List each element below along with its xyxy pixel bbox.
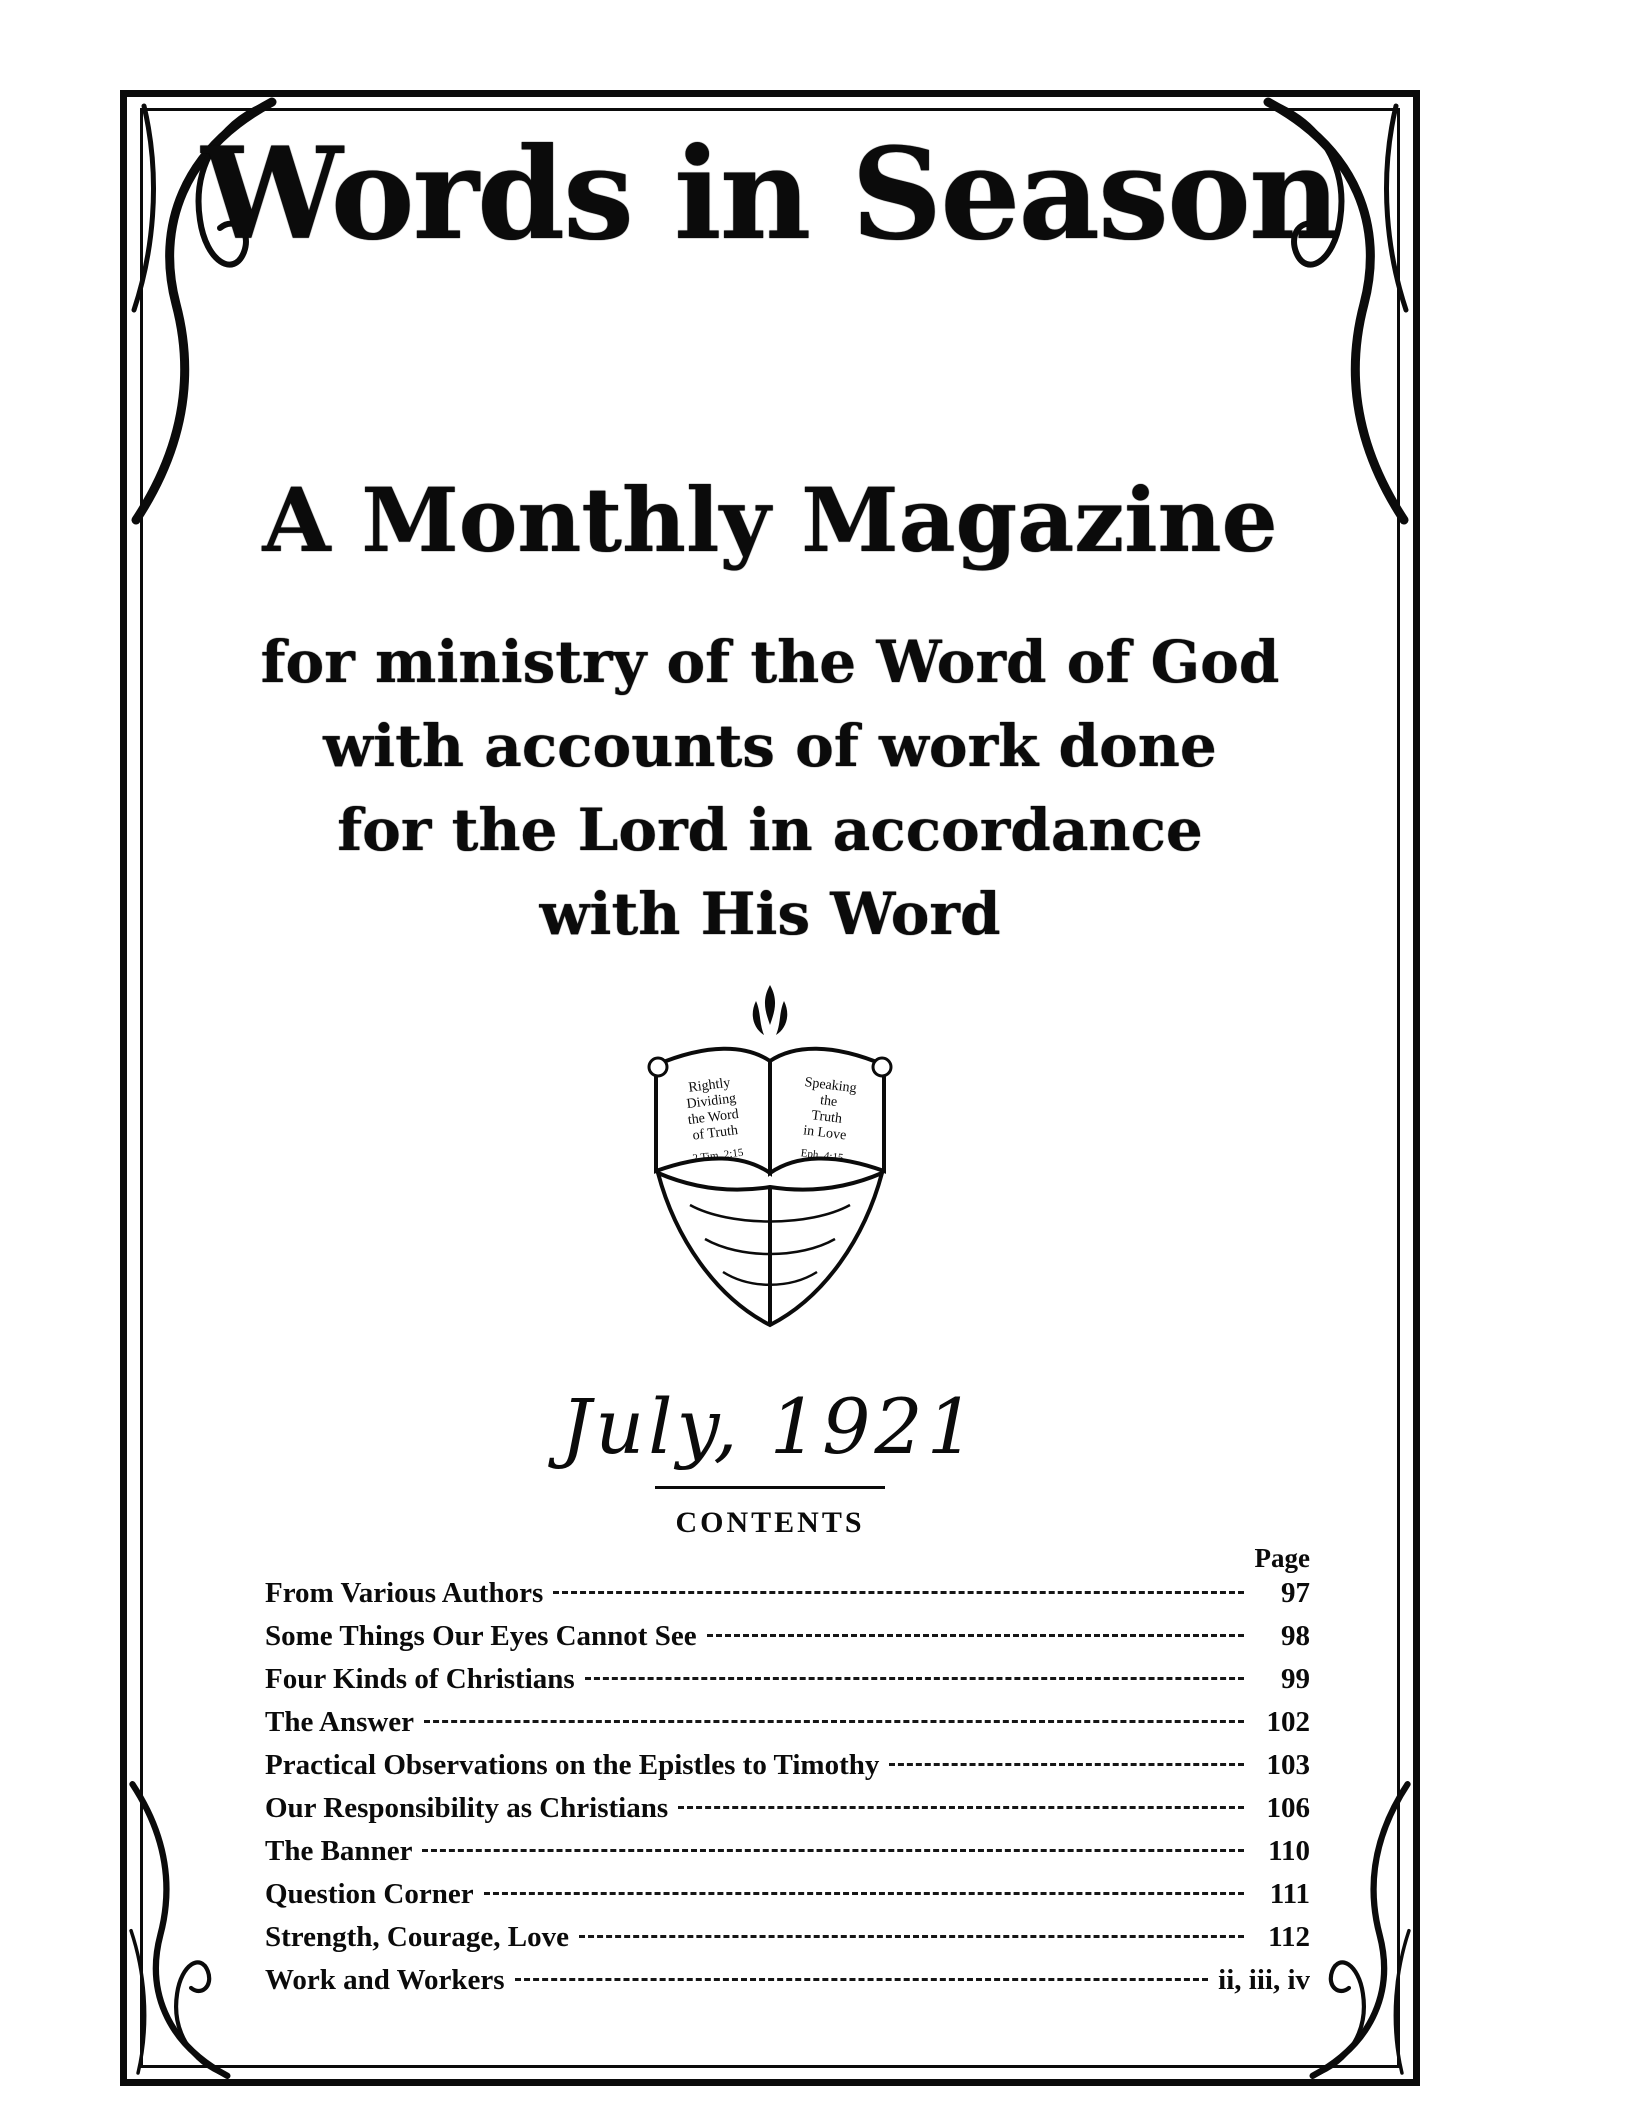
contents-table xyxy=(265,1543,1310,2007)
toc-item-title: Some Things Our Eyes Cannot See xyxy=(265,1620,697,1652)
toc-item-title: Our Responsibility as Christians xyxy=(265,1792,669,1824)
toc-item-page: 99 xyxy=(1281,1663,1310,1695)
toc-leader xyxy=(553,1591,1244,1594)
toc-item-title: The Banner xyxy=(265,1835,413,1867)
emblem-left-text: the Word xyxy=(687,1106,740,1129)
description-line: for the Lord in accordance xyxy=(337,796,1203,864)
description-line: with accounts of work done xyxy=(323,712,1217,780)
description-line: for ministry of the Word of God xyxy=(260,628,1280,696)
toc-item-page: 106 xyxy=(1266,1792,1310,1824)
toc-leader xyxy=(889,1763,1244,1766)
toc-item-page: 98 xyxy=(1281,1620,1310,1652)
toc-row xyxy=(265,1921,1310,1964)
toc-row xyxy=(265,1878,1310,1921)
toc-item-page: 103 xyxy=(1266,1749,1310,1781)
emblem-right-text: in Love xyxy=(802,1123,848,1144)
toc-item-page: ii, iii, iv xyxy=(1218,1964,1310,1996)
toc-leader xyxy=(585,1677,1244,1680)
toc-row xyxy=(265,1835,1310,1878)
magazine-subtitle: A Monthly Magazine xyxy=(262,468,1278,572)
toc-row xyxy=(265,1620,1310,1663)
toc-leader xyxy=(579,1935,1244,1938)
toc-item-page: 97 xyxy=(1281,1577,1310,1609)
page-column-label: Page xyxy=(1254,1543,1310,1573)
emblem-left-text: Dividing xyxy=(685,1091,737,1113)
emblem-right-ref: Eph. 4:15 xyxy=(800,1147,844,1165)
toc-row xyxy=(265,1663,1310,1706)
toc-item-title: Practical Observations on the Epistles to Timothy xyxy=(265,1749,880,1781)
description-line: with His Word xyxy=(539,880,1001,948)
emblem-right-text: the xyxy=(819,1093,839,1111)
toc-item-page: 111 xyxy=(1269,1878,1310,1910)
toc-leader xyxy=(484,1892,1244,1895)
toc-leader xyxy=(707,1634,1244,1637)
toc-item-page: 110 xyxy=(1268,1835,1310,1867)
toc-item-page: 112 xyxy=(1268,1921,1310,1953)
toc-item-title: Strength, Courage, Love xyxy=(265,1921,569,1953)
toc-item-title: The Answer xyxy=(265,1706,415,1738)
toc-item-page: 102 xyxy=(1266,1706,1310,1738)
emblem-left-text: of Truth xyxy=(691,1123,739,1144)
magazine-title: Words in Season xyxy=(201,120,1339,268)
toc-row xyxy=(265,1577,1310,1620)
toc-leader xyxy=(424,1720,1244,1723)
emblem-right-text: Speaking xyxy=(803,1075,858,1097)
date-underline-rule xyxy=(655,1486,885,1489)
toc-row xyxy=(265,1749,1310,1792)
toc-row xyxy=(265,1706,1310,1749)
toc-leader xyxy=(515,1978,1209,1981)
toc-row xyxy=(265,1792,1310,1835)
toc-leader xyxy=(422,1849,1244,1852)
emblem-right-text: Truth xyxy=(810,1108,843,1127)
open-book-flame-emblem-icon xyxy=(620,975,920,1335)
toc-item-title: Work and Workers xyxy=(265,1964,505,1996)
magazine-description xyxy=(140,620,1400,956)
toc-item-title: Four Kinds of Christians xyxy=(265,1663,575,1695)
emblem-left-ref: 2 Tim. 2:15 xyxy=(691,1146,745,1165)
contents-heading: CONTENTS xyxy=(675,1506,865,1539)
toc-row xyxy=(265,1964,1310,2007)
issue-date: July, 1921 xyxy=(560,1382,980,1471)
toc-item-title: From Various Authors xyxy=(265,1577,544,1609)
toc-leader xyxy=(678,1806,1244,1809)
emblem xyxy=(620,975,920,1340)
toc-item-title: Question Corner xyxy=(265,1878,474,1910)
emblem-left-text: Rightly xyxy=(687,1075,732,1096)
